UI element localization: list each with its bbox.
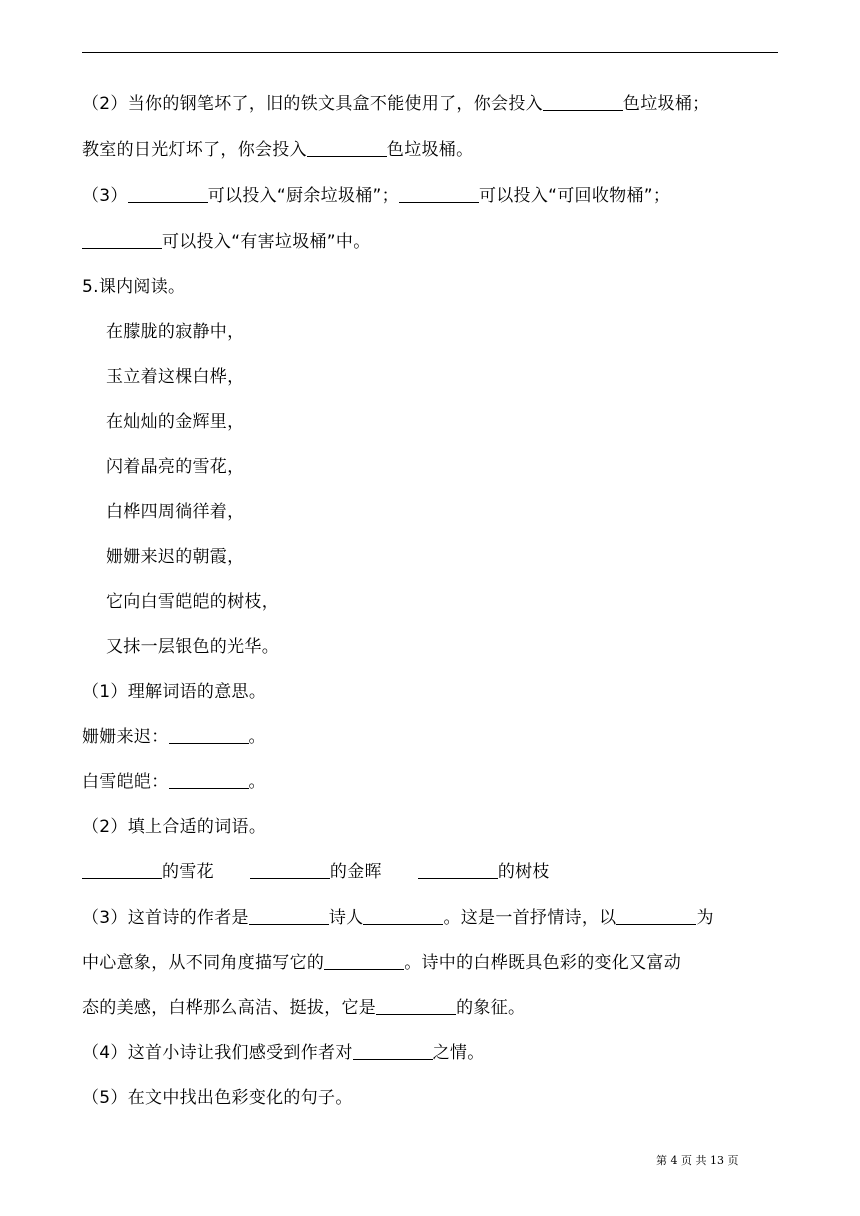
q4-item2-line2: 教室的日光灯坏了，你会投入 色垃圾桶。 xyxy=(82,140,474,160)
answer-blank[interactable] xyxy=(376,996,456,1015)
q4-item3-line1: （3） 可以投入“厨余垃圾桶”； 可以投入“可回收物桶”； xyxy=(82,186,671,206)
q5-sub5: （5）在文中找出色彩变化的句子。 xyxy=(82,1088,353,1108)
word-meaning-2: 白雪皑皑： 。 xyxy=(82,772,266,792)
poem-line: 又抹一层银色的光华。 xyxy=(106,637,279,657)
answer-blank[interactable] xyxy=(307,138,387,157)
header-rule xyxy=(82,52,778,53)
answer-blank[interactable] xyxy=(128,184,208,203)
q5-sub4: （4）这首小诗让我们感受到作者对 之情。 xyxy=(82,1043,485,1063)
poem-line: 闪着晶亮的雪花， xyxy=(106,457,245,477)
fill-words-line: 的雪花 的金晖 的树枝 xyxy=(82,860,550,884)
answer-blank[interactable] xyxy=(353,1041,433,1060)
poem-line: 姗姗来迟的朝霞， xyxy=(106,547,245,567)
poem-line: 白桦四周徜徉着， xyxy=(106,502,245,522)
answer-blank[interactable] xyxy=(82,860,162,879)
answer-blank[interactable] xyxy=(250,860,330,879)
poem-line: 玉立着这棵白桦， xyxy=(106,367,245,387)
word-meaning-1: 姗姗来迟： 。 xyxy=(82,727,266,747)
poem-line: 在朦胧的寂静中， xyxy=(106,322,245,342)
answer-blank[interactable] xyxy=(616,906,696,925)
q5-sub2: （2）填上合适的词语。 xyxy=(82,817,267,837)
answer-blank[interactable] xyxy=(418,860,498,879)
q4-item2-line1: （2）当你的钢笔坏了，旧的铁文具盒不能使用了，你会投入 色垃圾桶； xyxy=(82,94,710,114)
answer-blank[interactable] xyxy=(363,906,443,925)
q4-item3-line2: 可以投入“有害垃圾桶”中。 xyxy=(82,230,371,254)
page-footer: 第 4 页 共 13 页 xyxy=(656,1154,739,1167)
answer-blank[interactable] xyxy=(399,184,479,203)
q5-sub3-line3: 态的美感，白桦那么高洁、挺拔，它是 的象征。 xyxy=(82,998,526,1018)
q5-title: 5.课内阅读。 xyxy=(82,277,186,297)
answer-blank[interactable] xyxy=(543,92,623,111)
q5-sub3-line2: 中心意象，从不同角度描写它的 。诗中的白桦既具色彩的变化又富动 xyxy=(82,953,682,973)
q5-sub1: （1）理解词语的意思。 xyxy=(82,682,267,702)
answer-blank[interactable] xyxy=(169,770,249,789)
answer-blank[interactable] xyxy=(169,725,249,744)
q5-sub3-line1: （3）这首诗的作者是 诗人 。这是一首抒情诗，以 为 xyxy=(82,908,714,928)
poem-line: 它向白雪皑皑的树枝， xyxy=(106,592,279,612)
answer-blank[interactable] xyxy=(249,906,329,925)
answer-blank[interactable] xyxy=(82,230,162,249)
poem-line: 在灿灿的金辉里， xyxy=(106,412,245,432)
answer-blank[interactable] xyxy=(324,951,404,970)
